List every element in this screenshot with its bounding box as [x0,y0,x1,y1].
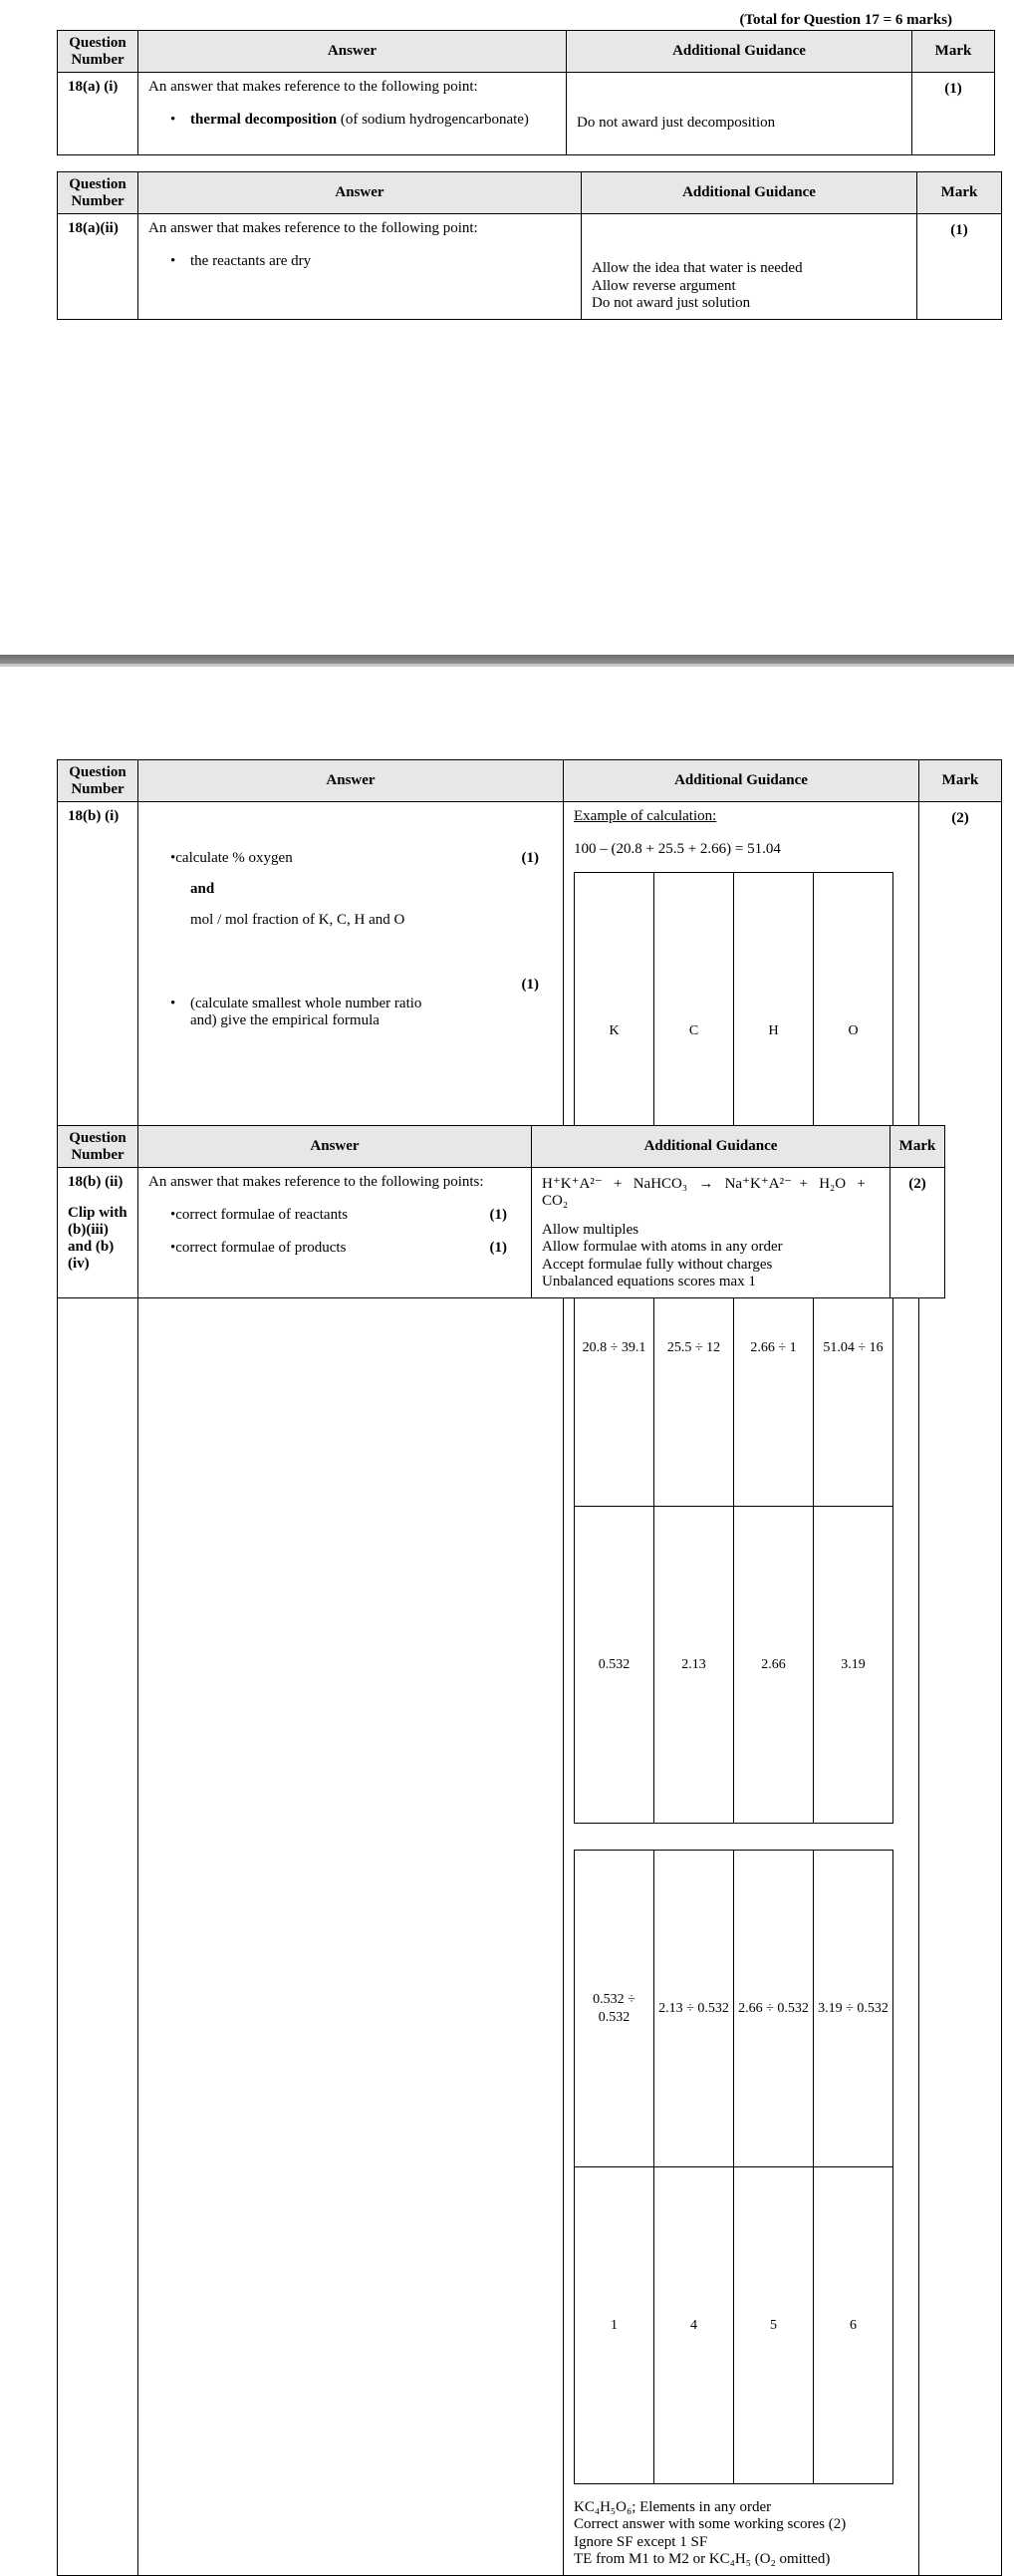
bullet-line: and) give the empirical formula [190,1012,380,1028]
mark-scheme-table-18b-i [57,759,1002,2576]
bullet-text [190,112,529,129]
guidance-line: KC₄H₅O₆; Elements in any order [574,2499,772,2515]
guidance-lines [592,260,906,313]
answer-bullet [148,1207,521,1224]
answer-cell [138,73,567,155]
total-for-question-line: (Total for Question 17 = 6 marks) [739,12,952,28]
header-row [58,172,1002,214]
partial-mark: (1) [521,977,539,993]
answer-intro: An answer that makes reference to the following point: [148,220,478,236]
partial-mark: (1) [521,850,539,866]
calc-cell: 2.13 [654,1507,734,1824]
col-header-answer: Answer [138,172,582,214]
col-header-question-number: Question Number [58,1126,138,1168]
header-row [58,1126,945,1168]
answer-bullet [148,1240,521,1257]
answer-bullet [148,112,556,129]
table-row [58,1168,945,1298]
question-number-cell [58,73,138,155]
bullet-icon: • [170,996,176,1011]
bullet-line: (calculate smallest whole number ratio [190,996,422,1011]
bullet-text: calculate % oxygen [175,850,293,866]
partial-mark: (1) [489,1240,507,1256]
answer-intro: An answer that makes reference to the following points: [148,1174,484,1190]
question-number: 18(a)(ii) [68,220,119,236]
col-header-question-number: Question Number [58,172,138,214]
bullet-icon: • [170,253,176,269]
mark-scheme-table-18a-i [57,30,995,155]
col-header-additional-guidance: Additional Guidance [567,31,912,73]
calc-cell: 0.532 [575,1507,654,1824]
guidance-cell [582,214,917,320]
calc-table-upper [574,872,893,1824]
guidance-line: TE from M1 to M2 or KC₄H₅ (O₂ omitted) [574,2551,831,2568]
answer-cell [138,1168,532,1298]
header-row [58,760,1002,802]
question-number-cell [58,802,138,2576]
question-number-cell [58,1168,138,1298]
calc-cell: 1 [575,2167,654,2484]
bullet-text [190,996,421,1029]
partial-mark: (1) [489,1207,507,1223]
question-number: 18(b) (ii) [68,1174,124,1190]
calc-cell: 2.66 ÷ 0.532 [734,1851,814,2167]
mark-cell [912,73,995,155]
table-row [58,214,1002,320]
table-row [58,802,1002,2576]
calc-cell: K [575,873,654,1190]
col-header-answer: Answer [138,760,564,802]
and-label: and [190,881,215,897]
guidance-line: Allow the idea that water is needed [592,260,803,276]
mark-scheme-table-18a-ii [57,171,1002,320]
bullet-text-wrap [170,1207,348,1224]
calc-cell: 20.8 ÷ 39.1 [575,1190,654,1507]
col-header-additional-guidance: Additional Guidance [532,1126,890,1168]
guidance-lines [542,1222,880,1291]
calc-cell: 2.66 ÷ 1 [734,1190,814,1507]
calc-cell: 51.04 ÷ 16 [814,1190,893,1507]
guidance-line: Unbalanced equations scores max 1 [542,1274,756,1290]
mol-fraction-line: mol / mol fraction of K, C, H and O [190,912,405,928]
bullet-text: correct formulae of reactants [175,1207,349,1223]
col-header-question-number: Question Number [58,760,138,802]
calc-cell: 5 [734,2167,814,2484]
col-header-mark: Mark [917,172,1002,214]
calc-cell: 4 [654,2167,734,2484]
question-number-note: Clip with (b)(iii) and (b)(iv) [68,1205,127,1272]
calc-cell: O [814,873,893,1190]
calc-table-lower [574,1850,893,2484]
bullet-icon: • [170,1207,176,1223]
question-number: 18(b) (i) [68,808,120,824]
calc-row [575,1851,893,2167]
calc-cell: 0.532 ÷ 0.532 [575,1851,654,2167]
calc-row [575,2167,893,2484]
mark-cell [890,1168,945,1298]
calc-cell: 2.13 ÷ 0.532 [654,1851,734,2167]
bullet-text-wrap [170,1240,346,1257]
bullet-text: correct formulae of products [175,1240,347,1256]
guidance-lines [574,2499,908,2569]
col-header-mark: Mark [890,1126,945,1168]
guidance-line: Allow formulae with atoms in any order [542,1239,783,1256]
bullet-bold-text: thermal decomposition [190,112,338,128]
bullet-rest-text: (of sodium hydrogencarbonate) [337,112,529,128]
chemical-equation: H⁺K⁺A²⁻ + NaHCO₃ → Na⁺K⁺A²⁻ + H₂O + CO₂ [542,1176,878,1209]
mark-value: (1) [950,222,968,238]
bullet-text-wrap [170,850,293,867]
guidance-cell [567,73,912,155]
header-row [58,31,995,73]
col-header-question-number: Question Number [58,31,138,73]
guidance-line: Do not award just solution [592,295,751,312]
guidance-line: Correct answer with some working scores (2) [574,2516,847,2533]
calc-cell: 6 [814,2167,893,2484]
col-header-mark: Mark [919,760,1002,802]
col-header-mark: Mark [912,31,995,73]
guidance-line: Ignore SF except 1 SF [574,2533,708,2550]
mark-value: (1) [944,81,962,97]
calc-row [575,1507,893,1824]
guidance-cell [532,1168,890,1298]
table-row [58,73,995,155]
guidance-line: Accept formulae fully without charges [542,1256,773,1273]
mark-value: (2) [908,1176,926,1192]
col-header-additional-guidance: Additional Guidance [564,760,919,802]
calc-cell: C [654,873,734,1190]
answer-bullet [148,253,571,270]
answer-cell [138,802,564,2576]
question-number-cell [58,214,138,320]
calc-cell: 2.66 [734,1507,814,1824]
col-header-additional-guidance: Additional Guidance [582,172,917,214]
guidance-title: Example of calculation: [574,808,717,824]
bullet-icon: • [170,850,176,866]
calculation-line: 100 – (20.8 + 25.5 + 2.66) = 51.04 [574,841,781,857]
col-header-answer: Answer [138,1126,532,1168]
calc-cell: 25.5 ÷ 12 [654,1190,734,1507]
bullet-text: the reactants are dry [190,253,312,269]
bullet-icon: • [170,1240,176,1256]
mark-cell [919,802,1002,2576]
answer-cell [138,214,582,320]
answer-bullet [148,850,553,867]
answer-intro: An answer that makes reference to the following point: [148,79,478,95]
answer-bullet [148,996,553,1029]
mark-cell [917,214,1002,320]
calc-cell: 3.19 [814,1507,893,1824]
calc-cell: 3.19 ÷ 0.532 [814,1851,893,2167]
guidance-line: Allow multiples [542,1222,639,1238]
guidance-cell [564,802,919,2576]
page-divider [0,655,1014,667]
mark-scheme-table-18b-ii [57,1125,945,1298]
calc-cell: H [734,873,814,1190]
question-number: 18(a) (i) [68,79,119,95]
col-header-answer: Answer [138,31,567,73]
guidance-text: Do not award just decomposition [577,115,776,131]
mark-value: (2) [951,810,969,826]
bullet-icon: • [170,112,176,128]
guidance-line: Allow reverse argument [592,277,736,294]
